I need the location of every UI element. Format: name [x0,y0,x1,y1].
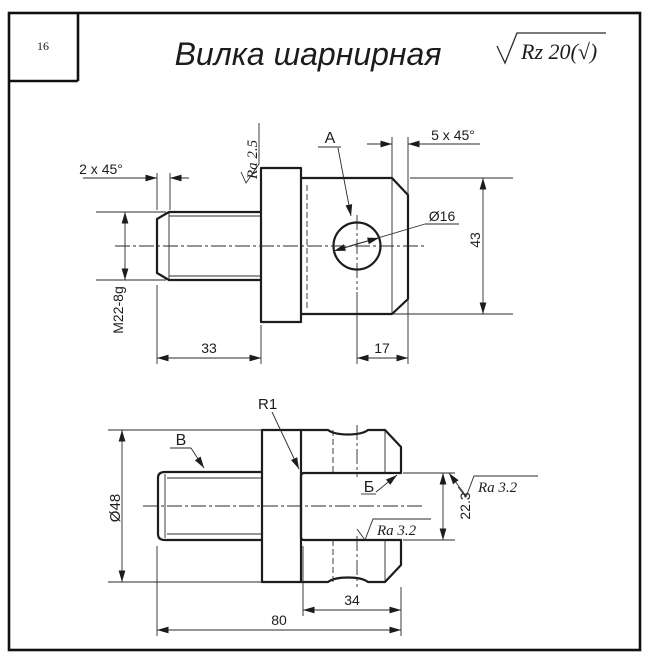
dim-shaft-length-text: 33 [201,340,217,356]
label-b [170,432,204,468]
label-r1-text: R1 [258,396,278,413]
page-number: 16 [37,39,49,53]
view-label-a [318,130,351,216]
dim-shaft-length [157,285,261,364]
front-view-outline [157,168,408,322]
dim-prong-text: 34 [344,592,360,608]
dim-hole-to-end [357,292,408,364]
label-g-text: Б [363,479,375,496]
roughness-flange [241,123,261,183]
dim-diameter-text: Ø48 [107,493,124,523]
roughness-flange-text: Ra 2.5 [245,139,261,179]
roughness-face-text: Ra 3.2 [478,480,518,496]
dim-hole-to-end-text: 17 [374,340,390,356]
dim-chamfer-right-text: 5 x 45° [431,127,475,143]
label-b-text: В [175,432,187,449]
dim-diameter [107,430,262,582]
dim-chamfer-right [367,127,480,195]
top-view-centerlines [143,425,424,587]
dim-hole-text: Ø16 [428,208,456,224]
label-r1 [258,396,299,469]
dim-slot-text: 22.3 [457,492,473,520]
dim-chamfer-left-text: 2 x 45° [79,161,123,177]
label-g [361,475,397,496]
dim-total-text: 80 [271,612,287,628]
general-roughness-value: Rz 20(√) [521,39,598,64]
dim-thread [96,212,166,334]
sheet-frame [9,13,640,650]
front-view-centerlines [115,185,426,308]
dim-prong [303,546,401,636]
dim-hole [334,208,459,251]
dim-height-text: 43 [467,232,483,248]
general-roughness-symbol [497,33,606,64]
dim-total [157,546,401,636]
drawing-title: Вилка шарнирная [174,36,442,72]
front-view [79,123,513,364]
roughness-slot-text: Ra 3.2 [377,523,417,539]
dim-chamfer-left [79,161,189,210]
view-label-a-text: А [324,130,336,147]
dim-thread-text: M22-8g [110,286,126,334]
roughness-slot [357,519,431,540]
top-view [107,396,538,636]
